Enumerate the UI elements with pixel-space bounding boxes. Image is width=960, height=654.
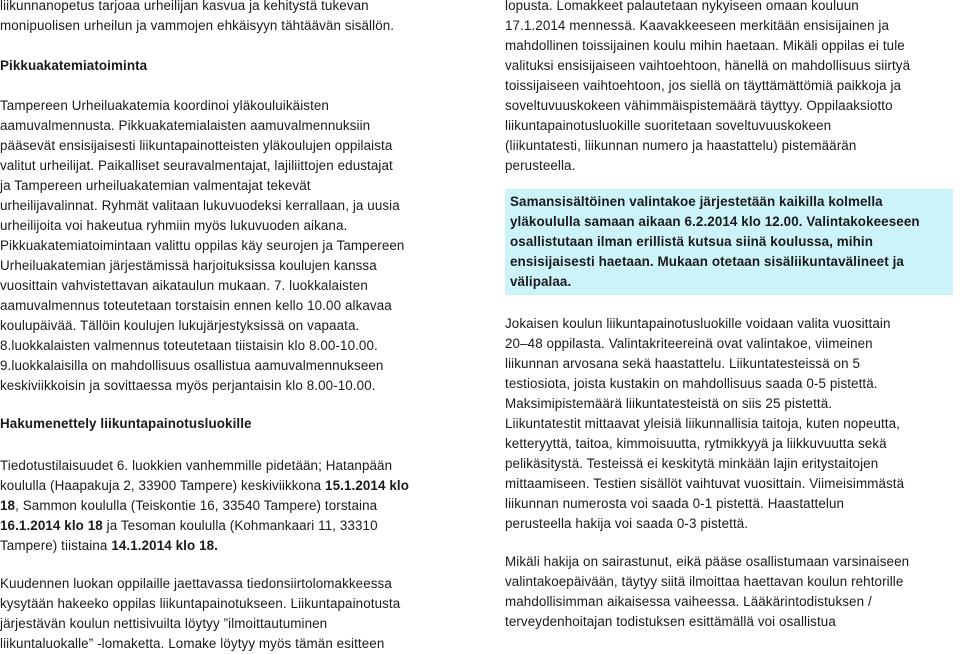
intro-line: monipuolisen urheilun ja vammojen ehkäisyyn tähtäävän sisällön.: [0, 18, 395, 33]
paragraph-line: mittaamiseen. Testien sisällöt vaihtuvat vuosittain. Viimeisimmästä: [505, 476, 905, 491]
paragraph-line: vuosittain vahvistettavan aikataulun mukaan. 7. luokkalaisten: [0, 278, 368, 293]
highlight-line: yläkoululla samaan aikaan 6.2.2014 klo 12.00. Valintakokeeseen: [510, 214, 920, 229]
paragraph-line: Mikäli hakija on sairastunut, eikä pääse osallistumaan varsinaiseen: [505, 554, 910, 569]
paragraph-line: Pikkuakatemiatoimintaan valittu oppilas käy seurojen ja Tampereen: [0, 238, 405, 253]
paragraph-line: Liikuntatestit mittaavat yleisiä liikunnallisia taitoja, kuten nopeutta,: [505, 416, 900, 431]
paragraph-line: valitut urheilijat. Paikalliset seuravalmentajat, lajiliittojen edustajat: [0, 158, 393, 173]
paragraph-line: kysytään hakeeko oppilas liikuntapainotukseen. Liikuntapainotusta: [0, 596, 401, 611]
paragraph-line: urheilijavalinnat. Ryhmät valitaan lukuvuodeksi kerrallaan, ja uusia: [0, 198, 400, 213]
paragraph-line: mahdollinen toissijainen koulu mihin haetaan. Mikäli oppilas ei tule: [505, 38, 905, 53]
text-run: , Sammon koululla (Teiskontie 16, 33540 Tampere) torstaina: [15, 498, 378, 513]
paragraph-line: Tampereen Urheiluakatemia koordinoi yläkouluikäisten: [0, 98, 329, 113]
paragraph-line: 17.1.2014 mennessä. Kaavakkeeseen merkitään ensisijainen ja: [505, 18, 890, 33]
paragraph-line: liikuntaluokalle” -lomaketta. Lomake löytyy myös tämän esitteen: [0, 636, 385, 651]
intro-line: liikunnanopetus tarjoaa urheilijan kasvua ja kehitystä tukevan: [0, 0, 369, 13]
paragraph-line: koulupäivää. Tällöin koulujen lukujärjestyksissä on vapaata.: [0, 318, 360, 333]
paragraph-line: [0, 476, 409, 496]
section-heading-pikkuakatemia: Pikkuakatemiatoiminta: [0, 58, 148, 73]
paragraph-line: liikuntapainotusluokille suoritetaan soveltuvuuskokeen: [505, 118, 832, 133]
paragraph-line: valintakoepäivään, täytyy siitä ilmoittaa haettavan koulun rehtorille: [505, 574, 904, 589]
paragraph-line: perusteella hakija voi saada 0-3 pistettä.: [505, 516, 749, 531]
highlight-line: osallistutaan ilman erillistä kutsua siinä koulussa, mihin: [510, 234, 873, 249]
text-run: koululla (Haapakuja 2, 33900 Tampere) keskiviikkona: [0, 478, 326, 493]
paragraph-line: soveltuvuuskokeen vähimmäispistemäärä täyttyy. Oppilaaksiotto: [505, 98, 893, 113]
highlight-line: välipalaa.: [510, 274, 572, 289]
paragraph-line: Jokaisen koulun liikuntapainotusluokille voidaan valita vuosittain: [505, 316, 891, 331]
highlight-line: Samansisältöinen valintakoe järjestetään kaikilla kolmella: [510, 194, 883, 209]
paragraph-line: [0, 536, 218, 556]
paragraph-line: aamuvalmennus toteutetaan torstaisin ennen kello 10.00 alkavaa: [0, 298, 392, 313]
paragraph-line: ja Tampereen urheiluakatemian valmentajat tekevät: [0, 178, 311, 193]
date-emphasis: 15.1.2014 klo: [325, 478, 409, 493]
section-heading-hakumenettely: Hakumenettely liikuntapainotusluokille: [0, 416, 252, 431]
text-run: ja Tesoman koululla (Kohmankaari 11, 33310: [102, 518, 378, 533]
paragraph-line: perusteella.: [505, 158, 576, 173]
date-emphasis: 18: [0, 498, 16, 513]
paragraph-line: aamuvalmennusta. Pikkuakatemialaisten aamuvalmennuksiin: [0, 118, 371, 133]
paragraph-line: mahdollisimman aikaisessa vaiheessa. Lääkärintodistuksen /: [505, 594, 872, 609]
text-run: Tampere) tiistaina: [0, 538, 112, 553]
paragraph-line: pelikäsitystä. Testeissä ei keskitytä minkään lajin eritystaitojen: [505, 456, 879, 471]
paragraph-line: toissijaiseen vaihtoehtoon, jos siellä on täyttämättömiä paikkoja ja: [505, 78, 902, 93]
paragraph-line: Tiedotustilaisuudet 6. luokkien vanhemmille pidetään; Hatanpään: [0, 458, 393, 473]
paragraph-line: lopusta. Lomakkeet palautetaan nykyiseen omaan kouluun: [505, 0, 859, 13]
date-emphasis: 14.1.2014 klo 18.: [111, 538, 218, 553]
paragraph-line: Kuudennen luokan oppilaille jaettavassa tiedonsiirtolomakkeessa: [0, 576, 392, 591]
paragraph-line: ketteryyttä, taitoa, kimmoisuutta, rytmikkyyä ja liikkuvuutta sekä: [505, 436, 887, 451]
paragraph-line: Urheiluakatemian järjestämissä harjoituksissa koulujen kanssa: [0, 258, 377, 273]
paragraph-line: järjestävän koulun nettisivuilta löytyy ”ilmoittautuminen: [0, 616, 328, 631]
paragraph-line: pääsevät ensisijaisesti liikuntapainotteisten yläkoulujen oppilaista: [0, 138, 393, 153]
paragraph-line: 20–48 oppilasta. Valintakriteereinä ovat valintakoe, viimeinen: [505, 336, 873, 351]
paragraph-line: terveydenhoitajan todistuksen esittämällä voi osallistua: [505, 614, 836, 629]
paragraph-line: keskiviikkoisin ja sovittaessa myös perjantaisin klo 8.00-10.00.: [0, 378, 376, 393]
paragraph-line: Maksimipistemäärä liikuntatesteistä on siis 25 pistettä.: [505, 396, 833, 411]
paragraph-line: 8.luokkalaisten valmennus toteutetaan tiistaisin klo 8.00-10.00.: [0, 338, 378, 353]
paragraph-line: urheilijoita voi hakeutua ryhmiin myös lukuvuoden aikana.: [0, 218, 348, 233]
paragraph-line: liikunnan numerosta voi saada 0-1 pistettä. Haastattelun: [505, 496, 845, 511]
paragraph-line: [0, 516, 378, 536]
date-emphasis: 16.1.2014 klo 18: [0, 518, 103, 533]
paragraph-line: 9.luokkalaisilla on mahdollisuus osallistua aamuvalmennukseen: [0, 358, 384, 373]
paragraph-line: [0, 496, 377, 516]
paragraph-line: liikunnan arvosana sekä haastattelu. Liikuntatesteissä on 5: [505, 356, 861, 371]
paragraph-line: (liikuntatesti, liikunnan numero ja haastattelu) pistemäärän: [505, 138, 857, 153]
paragraph-line: testiosiota, joista kustakin on mahdollisuus saada 0-5 pistettä.: [505, 376, 878, 391]
paragraph-line: valituksi ensisijaiseen vaihtoehtoon, hänellä on mahdollisuus siirtyä: [505, 58, 911, 73]
highlight-line: ensisijaisesti haetaan. Mukaan otetaan sisäliikuntavälineet ja: [510, 254, 904, 269]
